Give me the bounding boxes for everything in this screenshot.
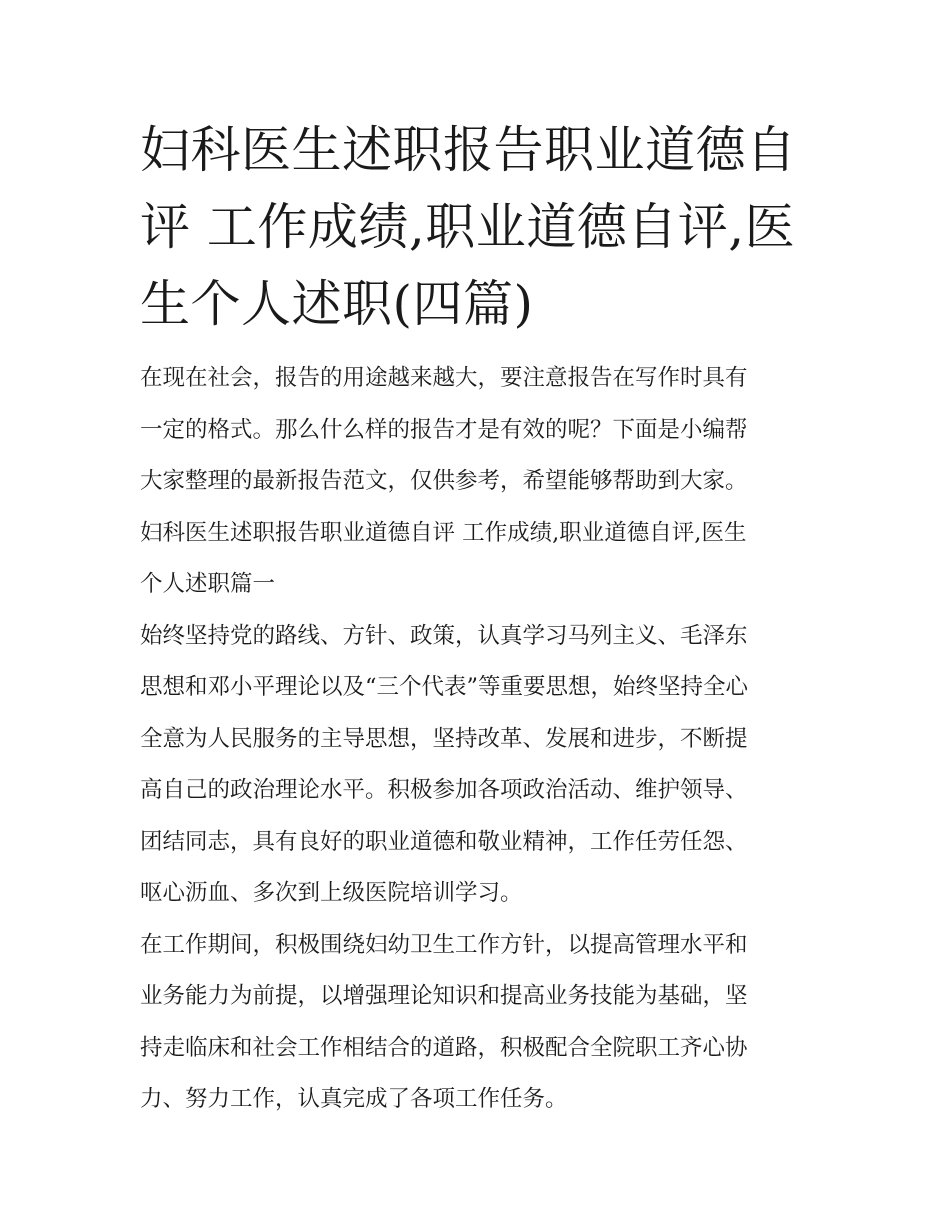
paragraph-line: 力、努力工作，认真完成了各项工作任务。: [140, 1086, 568, 1112]
intro-line: 在现在社会，报告的用途越来越大，要注意报告在写作时具有: [140, 365, 748, 391]
intro-line: 大家整理的最新报告范文，仅供参考，希望能够帮助到大家。: [140, 468, 748, 494]
paragraph-line: 团结同志，具有良好的职业道德和敬业精神，工作任劳任怨、: [140, 828, 748, 855]
intro-line: 一定的格式。那么什么样的报告才是有效的呢？下面是小编帮: [140, 416, 748, 443]
title-line: 评 工作成绩,职业道德自评,医: [140, 198, 796, 256]
title-line: 生个人述职(四篇): [140, 275, 534, 333]
paragraph-line: 持走临床和社会工作相结合的道路，积极配合全院职工齐心协: [140, 1034, 748, 1061]
document-body: [140, 353, 830, 1126]
paragraph-line: 全意为人民服务的主导思想，坚持改革、发展和进步，不断提: [140, 725, 748, 752]
paragraph-line: 呕心沥血、多次到上级医院培训学习。: [140, 880, 523, 906]
paragraph-line: 业务能力为前提，以增强理论知识和提高业务技能为基础，坚: [140, 983, 748, 1009]
paragraph-line: 高自己的政治理论水平。积极参加各项政治活动、维护领导、: [140, 777, 748, 803]
paragraph-line: 始终坚持党的路线、方针、政策，认真学习马列主义、毛泽东: [140, 622, 748, 649]
document-title: [140, 112, 820, 343]
paragraph-line: 思想和邓小平理论以及“三个代表”等重要思想，始终坚持全心: [140, 674, 749, 700]
section-heading-line: 个人述职篇一: [140, 571, 276, 597]
title-line: 妇科医生述职报告职业道德自: [140, 121, 797, 179]
paragraph-line: 在工作期间，积极围绕妇幼卫生工作方针，以提高管理水平和: [140, 931, 748, 958]
section-heading-line: 妇科医生述职报告职业道德自评 工作成绩,职业道德自评,医生: [140, 519, 747, 546]
